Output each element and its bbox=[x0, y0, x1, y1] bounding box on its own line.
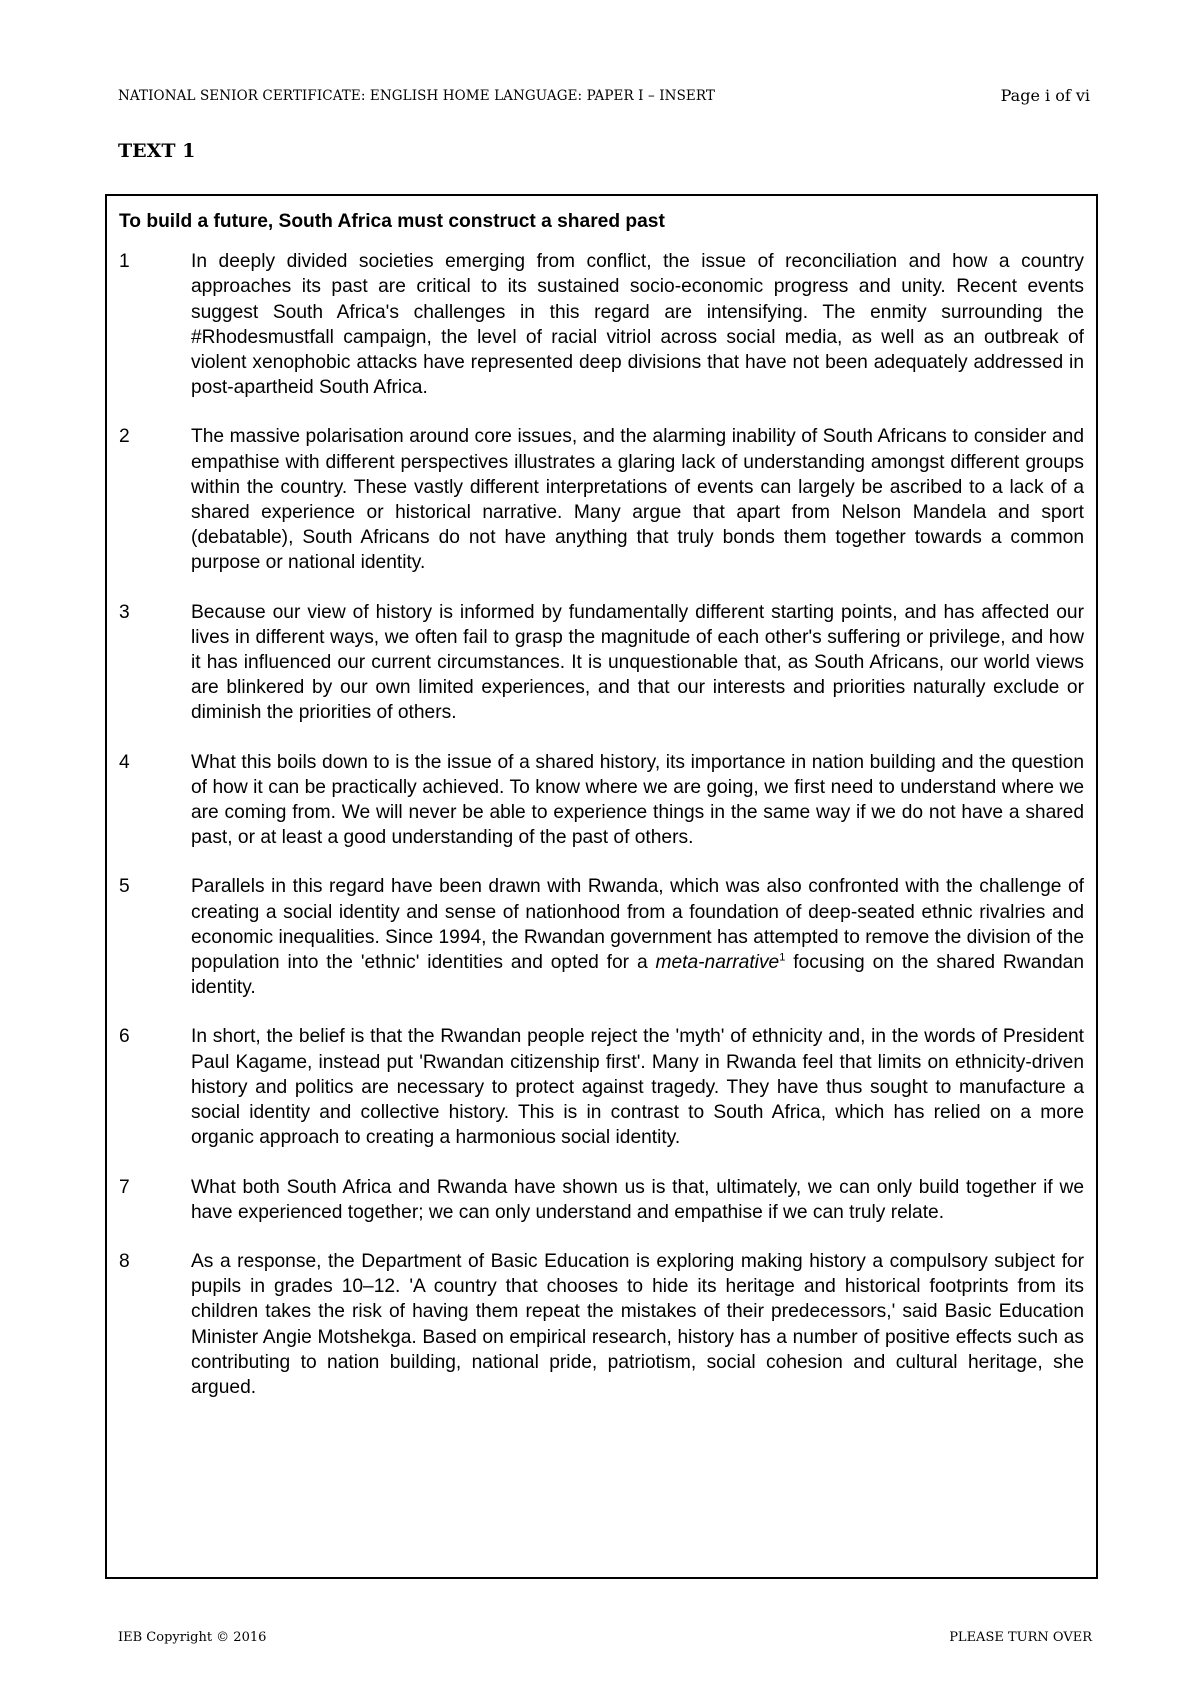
paragraph-text: The massive polarisation around core issues, and the alarming inability of South Africans to consider and empathise with different perspectives illustrates a glaring lack of understanding amongst different groups within the country. These vastly different interpretations of events can largely be ascribed to a lack of a shared experience or historical narrative. Many argue that apart from Nelson Mandela and sport (debatable), South Africans do not have anything that truly bonds them together towards a common purpose or national identity. bbox=[191, 426, 1084, 574]
text-heading: TEXT 1 bbox=[118, 140, 196, 162]
paragraph-number: 7 bbox=[119, 1176, 130, 1198]
paragraph-text: In deeply divided societies emerging from conflict, the issue of reconciliation and how a country approaches its past are critical to its sustained socio-economic progress and unity. Recent events suggest South Africa's challenges in this regard are intensifying. The enmity surrounding the #Rhodesmustfall campaign, the level of racial vitriol across social media, as well as an outbreak of violent xenophobic attacks have represented deep divisions that have not been adequately addressed in post-apartheid South Africa. bbox=[191, 251, 1084, 399]
paragraph-text bbox=[191, 874, 1084, 1000]
paragraph-number: 3 bbox=[119, 601, 130, 623]
paragraph-number: 5 bbox=[119, 876, 130, 898]
paragraph-text: What this boils down to is the issue of a shared history, its importance in nation building and the question of how it can be practically achieved. To know where we are going, we first need to understand where we are coming from. We will never be able to experience things in the same way if we do not have a shared past, or at least a good understanding of the past of others. bbox=[191, 751, 1084, 849]
paragraph-3 bbox=[119, 600, 1084, 726]
paragraph-number: 1 bbox=[119, 251, 130, 273]
paragraph-text: As a response, the Department of Basic Education is exploring making history a compulsory subject for pupils in grades 10–12. 'A country that chooses to hide its heritage and historical footprints from its children takes the risk of having them repeat the mistakes of their predecessors,' said Basic Education Minister Angie Motshekga. Based on empirical research, history has a number of positive effects such as contributing to nation building, national pride, patriotism, social cohesion and cultural heritage, she argued. bbox=[191, 1250, 1084, 1398]
paragraph-text-before: Parallels in this regard have been drawn with Rwanda, which was also confronted with the challenge of creating a social identity and sense of nationhood from a foundation of deep-seated ethnic rivalries and economic inequalities. Since 1994, the Rwandan government has attempted to remove the division of the population into the 'ethnic' identities and opted for a bbox=[191, 876, 1084, 974]
paragraph-7 bbox=[119, 1175, 1084, 1225]
paragraph-1 bbox=[119, 249, 1084, 400]
paragraph-5 bbox=[119, 874, 1084, 1000]
copyright-notice: IEB Copyright © 2016 bbox=[118, 1630, 267, 1645]
paragraph-text: What both South Africa and Rwanda have shown us is that, ultimately, we can only build together if we have experienced together; we can only understand and empathise if we can truly relate. bbox=[191, 1176, 1084, 1223]
page-number: Page i of vi bbox=[1000, 86, 1090, 105]
paragraph-8 bbox=[119, 1249, 1084, 1400]
paragraph-text-after: focusing on the shared Rwandan identity. bbox=[191, 952, 1085, 999]
paragraph-4 bbox=[119, 750, 1084, 851]
paragraph-number: 6 bbox=[119, 1026, 130, 1048]
article-title: To build a future, South Africa must construct a shared past bbox=[119, 211, 665, 232]
article-box bbox=[105, 194, 1098, 1579]
paragraph-number: 2 bbox=[119, 426, 130, 448]
exam-header-title: NATIONAL SENIOR CERTIFICATE: ENGLISH HOME LANGUAGE: PAPER I – INSERT bbox=[118, 88, 716, 104]
paragraph-2 bbox=[119, 424, 1084, 575]
paragraph-text: Because our view of history is informed by fundamentally different starting points, and has affected our lives in different ways, we often fail to grasp the magnitude of each other's suffering or privilege, and how it has influenced our current circumstances. It is unquestionable that, as South Africans, our world views are blinkered by our own limited experiences, and that our interests and priorities naturally exclude or diminish the priorities of others. bbox=[191, 601, 1084, 724]
paragraph-number: 8 bbox=[119, 1250, 130, 1272]
turn-over-notice: PLEASE TURN OVER bbox=[949, 1630, 1092, 1645]
paragraph-number: 4 bbox=[119, 751, 130, 773]
paragraph-6 bbox=[119, 1024, 1084, 1150]
paragraph-text: In short, the belief is that the Rwandan people reject the 'myth' of ethnicity and, in the words of President Paul Kagame, instead put 'Rwandan citizenship first'. Many in Rwanda feel that limits on ethnicity-driven history and politics are necessary to protect against tragedy. They have thus sought to manufacture a social identity and collective history. This is in contrast to South Africa, which has relied on a more organic approach to creating a harmonious social identity. bbox=[191, 1026, 1084, 1149]
meta-narrative-term: meta-narrative bbox=[655, 952, 780, 974]
footnote-marker: 1 bbox=[779, 951, 786, 964]
